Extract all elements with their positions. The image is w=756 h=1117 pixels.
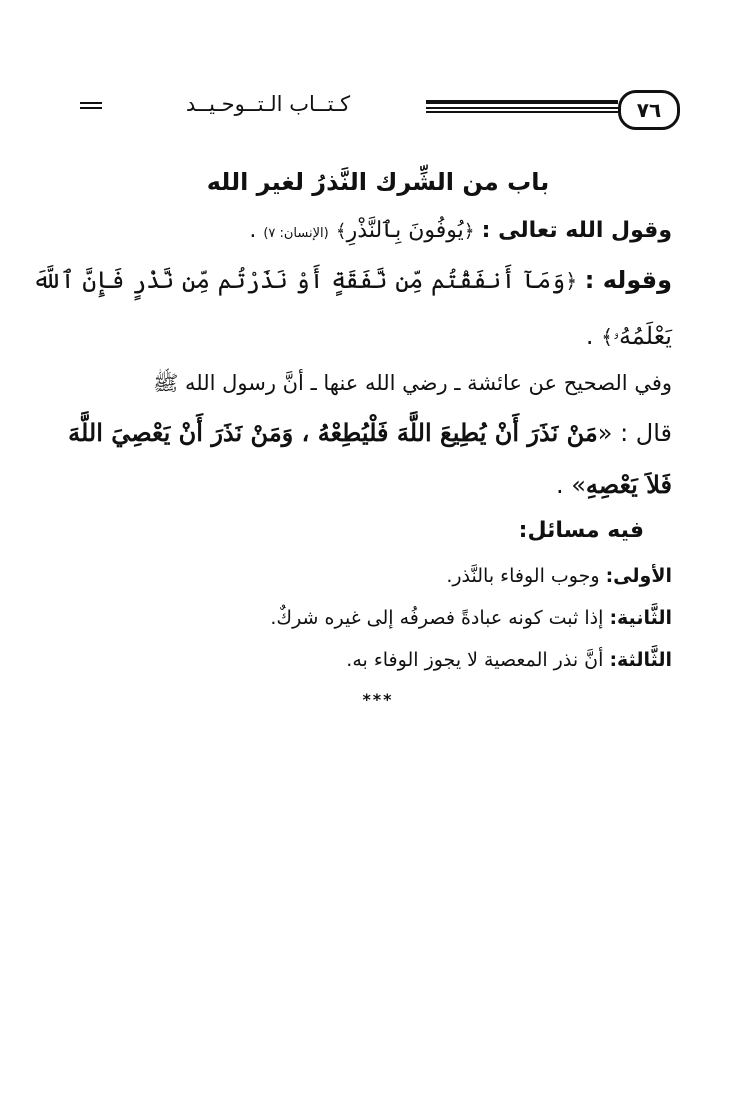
quran-close-bracket: ﴾ [335, 221, 347, 242]
verse-1-end: . [249, 218, 257, 243]
issues-heading: فيه مسائل: [518, 518, 644, 543]
hadith-text-2: فَلاَ يَعْصِهِ [585, 470, 672, 499]
verse-2-line-1 [32, 266, 672, 294]
header-rule [426, 100, 618, 114]
verse-1-label: وقول الله تعالى : [481, 218, 672, 243]
hadith-line-2 [68, 418, 672, 447]
ornament-icon [80, 102, 102, 114]
section-end-mark: *** [362, 690, 394, 709]
verse-2-end: . [585, 322, 594, 350]
verse-1-text: يُوفُونَ بِٱلنَّذْرِ [346, 218, 464, 243]
hadith-said: قال : « [597, 419, 672, 447]
chapter-title: باب من الشِّرك النَّذرُ لغير الله [206, 168, 550, 196]
hadith-close: » . [555, 471, 586, 499]
hadith-intro: وفي الصحيح عن عائشة ـ رضي الله عنها ـ أنَّ رسول الله ﷺ [152, 371, 672, 395]
quran-close-bracket: ﴾ [601, 325, 614, 349]
quran-open-bracket: ﴿ [565, 269, 578, 293]
issue-label: الأولى: [605, 565, 672, 587]
verse-2-text-1: وَمَآ أَنفَقْتُم مِّن نَّفَقَةٍ أَوْ نَذَرْتُم مِّن نَّذْرٍ فَإِنَّ ٱللَّهَ [32, 266, 566, 294]
verse-2-text-2: يَعْلَمُهُۥ [613, 322, 672, 350]
hadith-line-3 [80, 470, 672, 499]
verse-2-line-2 [80, 322, 672, 350]
verse-1 [80, 218, 672, 243]
issue-item [80, 649, 672, 671]
issue-item [80, 565, 672, 587]
issue-label: الثَّانية: [609, 607, 672, 629]
page-number: ٧٦ [618, 90, 680, 130]
quran-open-bracket: ﴿ [463, 221, 475, 242]
hadith-text-1: مَنْ نَذَرَ أَنْ يُطِيعَ اللَّهَ فَلْيُطِعْهُ ، وَمَنْ نَذَرَ أَنْ يَعْصِيَ اللَّهَ [68, 418, 598, 447]
issue-text: أنَّ نذر المعصية لا يجوز الوفاء به. [346, 649, 604, 671]
book-title: كـتــاب الـتــوحـيــد [185, 92, 351, 116]
issue-label: الثَّالثة: [609, 649, 672, 671]
issue-text: إذا ثبت كونه عبادةً فصرفُه إلى غيره شركٌ. [270, 607, 604, 629]
issue-item [80, 607, 672, 629]
page-header [80, 90, 680, 130]
verse-1-reference: (الإنسان: ٧) [263, 226, 329, 241]
verse-2-label: وقوله : [584, 266, 672, 294]
issue-text: وجوب الوفاء بالنَّذر. [446, 565, 600, 587]
